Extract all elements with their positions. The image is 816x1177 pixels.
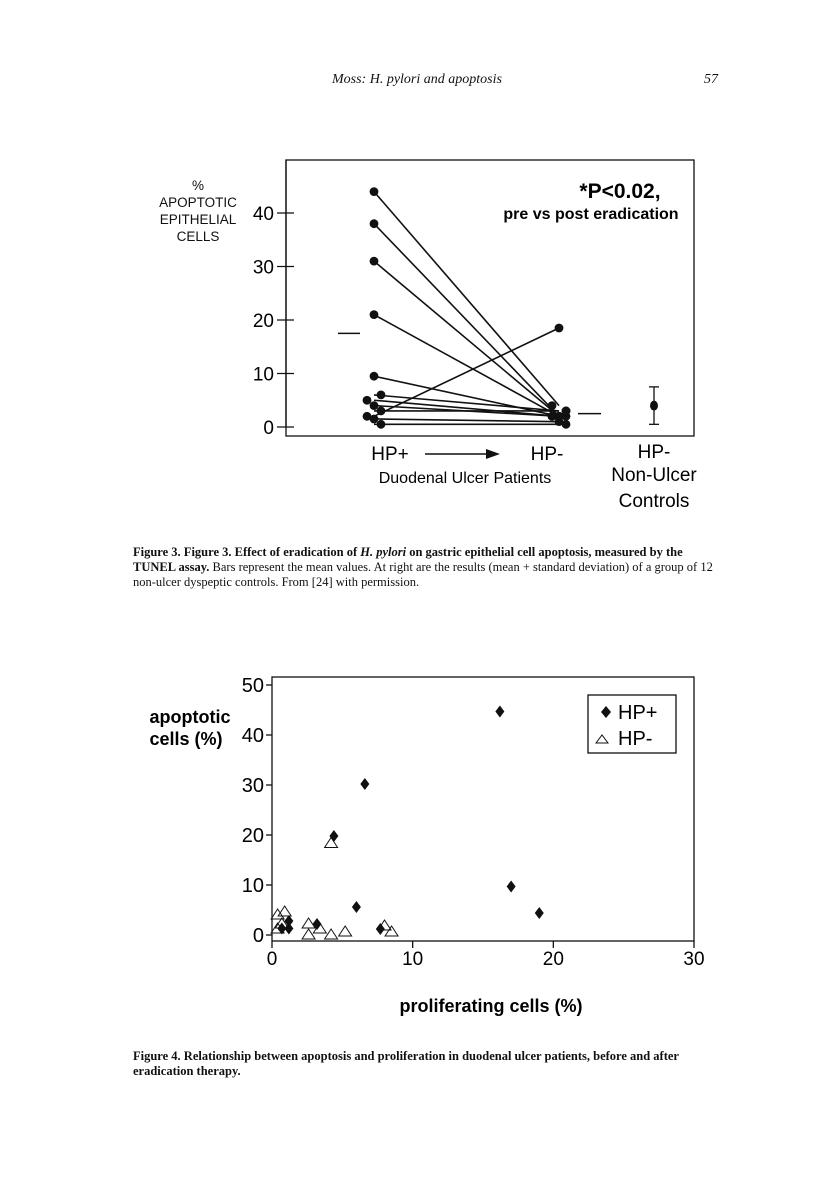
fig3-caption-bold-italic: H. pylori <box>360 545 407 559</box>
fig3-pair-line <box>374 261 559 416</box>
fig3-y-tick-label: 30 <box>252 257 274 279</box>
fig4-ylabel-line: cells (%) <box>149 729 223 749</box>
figure4-caption <box>133 1049 719 1079</box>
figure3-chart <box>0 150 816 520</box>
page-header <box>0 72 816 92</box>
fig3-pre-point <box>377 420 386 429</box>
fig3-post-point <box>562 420 571 429</box>
fig3-ylabel-line: EPITHELIAL <box>159 212 237 227</box>
fig3-control-label-line: HP- <box>637 442 671 463</box>
fig4-point-hp-plus <box>535 907 544 919</box>
fig3-caption-bold: Figure 3. Figure 3. Effect of eradication of <box>133 545 361 559</box>
fig4-y-tick-label: 20 <box>241 825 264 847</box>
fig3-pre-point <box>370 310 379 319</box>
fig3-caption-bold-rest: on gastric epithelial cell apoptosis, measured by the TUNEL assay. <box>133 545 683 574</box>
fig3-pair-lines <box>374 192 559 425</box>
fig3-y-tick-label: 40 <box>252 204 274 225</box>
fig3-y-tick-label: 0 <box>263 418 274 439</box>
fig4-caption-text: Figure 4. Relationship between apoptosis and proliferation in duodenal ulcer patients, before and after eradication therapy. <box>133 1049 679 1078</box>
fig4-point-hp-minus <box>385 926 398 936</box>
fig4-point-hp-minus <box>325 929 338 939</box>
fig4-y-tick-label: 0 <box>252 925 264 947</box>
fig3-pre-point <box>370 372 379 381</box>
fig4-x-tick-label: 20 <box>542 949 564 970</box>
fig3-pre-point <box>370 257 379 266</box>
fig3-pre-point <box>370 187 379 196</box>
fig3-caption-text: Bars represent the mean values. At right are the results (mean + standard deviation) of a group of 12 non-ulcer dyspeptic controls. From [24] with permission. <box>133 560 713 589</box>
fig3-ylabel-line: CELLS <box>176 229 220 244</box>
fig3-y-axis <box>253 160 294 440</box>
fig3-y-tick-label: 20 <box>252 311 274 332</box>
fig3-control-mean-point <box>650 401 658 411</box>
fig4-x-tick-label: 30 <box>683 949 705 970</box>
fig3-ylabel-line: % <box>191 178 205 193</box>
fig4-point-hp-minus <box>278 906 291 916</box>
fig3-control-errorbar <box>649 387 659 424</box>
fig3-pre-point <box>377 407 386 416</box>
fig4-point-hp-plus <box>352 901 361 913</box>
fig3-group-pre-label: HP+ <box>371 444 409 465</box>
fig3-pre-point <box>377 391 386 400</box>
fig3-y-tick-label: 10 <box>252 364 274 386</box>
fig3-pair-line <box>374 315 559 417</box>
fig4-y-tick-label: 50 <box>241 675 264 697</box>
fig4-legend <box>588 695 676 753</box>
fig4-legend-label: HP+ <box>618 702 658 724</box>
fig4-y-tick-label: 10 <box>241 875 264 897</box>
fig3-pre-point <box>370 401 379 410</box>
fig3-post-point <box>555 324 564 333</box>
fig4-point-hp-minus <box>339 926 352 936</box>
fig3-pre-point <box>370 415 379 424</box>
running-title: Moss: H. pylori and apoptosis <box>332 72 502 87</box>
fig3-ylabel-line: APOPTOTIC <box>159 195 237 210</box>
fig3-pre-point <box>370 219 379 228</box>
fig4-x-tick-label: 10 <box>402 949 424 970</box>
fig4-point-hp-plus <box>376 923 385 935</box>
fig4-ylabel-line: apoptotic <box>149 707 231 727</box>
fig3-control-label-line: Controls <box>618 491 690 512</box>
fig3-arrow <box>425 449 500 459</box>
fig3-pair-line <box>374 192 559 406</box>
fig4-point-hp-minus <box>302 918 315 928</box>
fig4-x-label: proliferating cells (%) <box>399 996 583 1016</box>
fig4-point-hp-minus <box>302 929 315 939</box>
fig4-y-tick-label: 30 <box>241 775 264 797</box>
fig3-points <box>363 187 571 429</box>
fig3-post-point <box>562 407 571 416</box>
fig3-pre-point <box>363 396 372 405</box>
fig3-group-post-label: HP- <box>530 444 564 465</box>
fig4-point-hp-plus <box>284 915 293 927</box>
fig4-x-tick-label: 0 <box>266 949 278 970</box>
fig4-legend-label: HP- <box>618 728 653 750</box>
figure3-y-label <box>159 178 237 244</box>
fig3-group-label: Duodenal Ulcer Patients <box>378 470 552 487</box>
fig4-point-hp-plus <box>360 778 369 790</box>
figure3-caption <box>133 545 719 590</box>
fig4-point-hp-plus <box>329 830 338 842</box>
fig3-control-label-line: Non-Ulcer <box>611 465 697 486</box>
fig4-points <box>271 706 544 940</box>
page-number: 57 <box>704 72 718 87</box>
fig3-pair-line <box>374 224 559 417</box>
fig3-annotation-significance: *P<0.02, <box>579 180 661 203</box>
figure4-chart <box>0 665 816 1025</box>
fig4-point-hp-plus <box>507 881 516 893</box>
fig3-pair-line <box>374 419 559 422</box>
fig4-point-hp-plus <box>495 706 504 718</box>
fig3-post-point <box>548 401 557 410</box>
fig4-y-tick-label: 40 <box>241 725 264 747</box>
fig3-annotation-comparison: pre vs post eradication <box>503 206 679 223</box>
